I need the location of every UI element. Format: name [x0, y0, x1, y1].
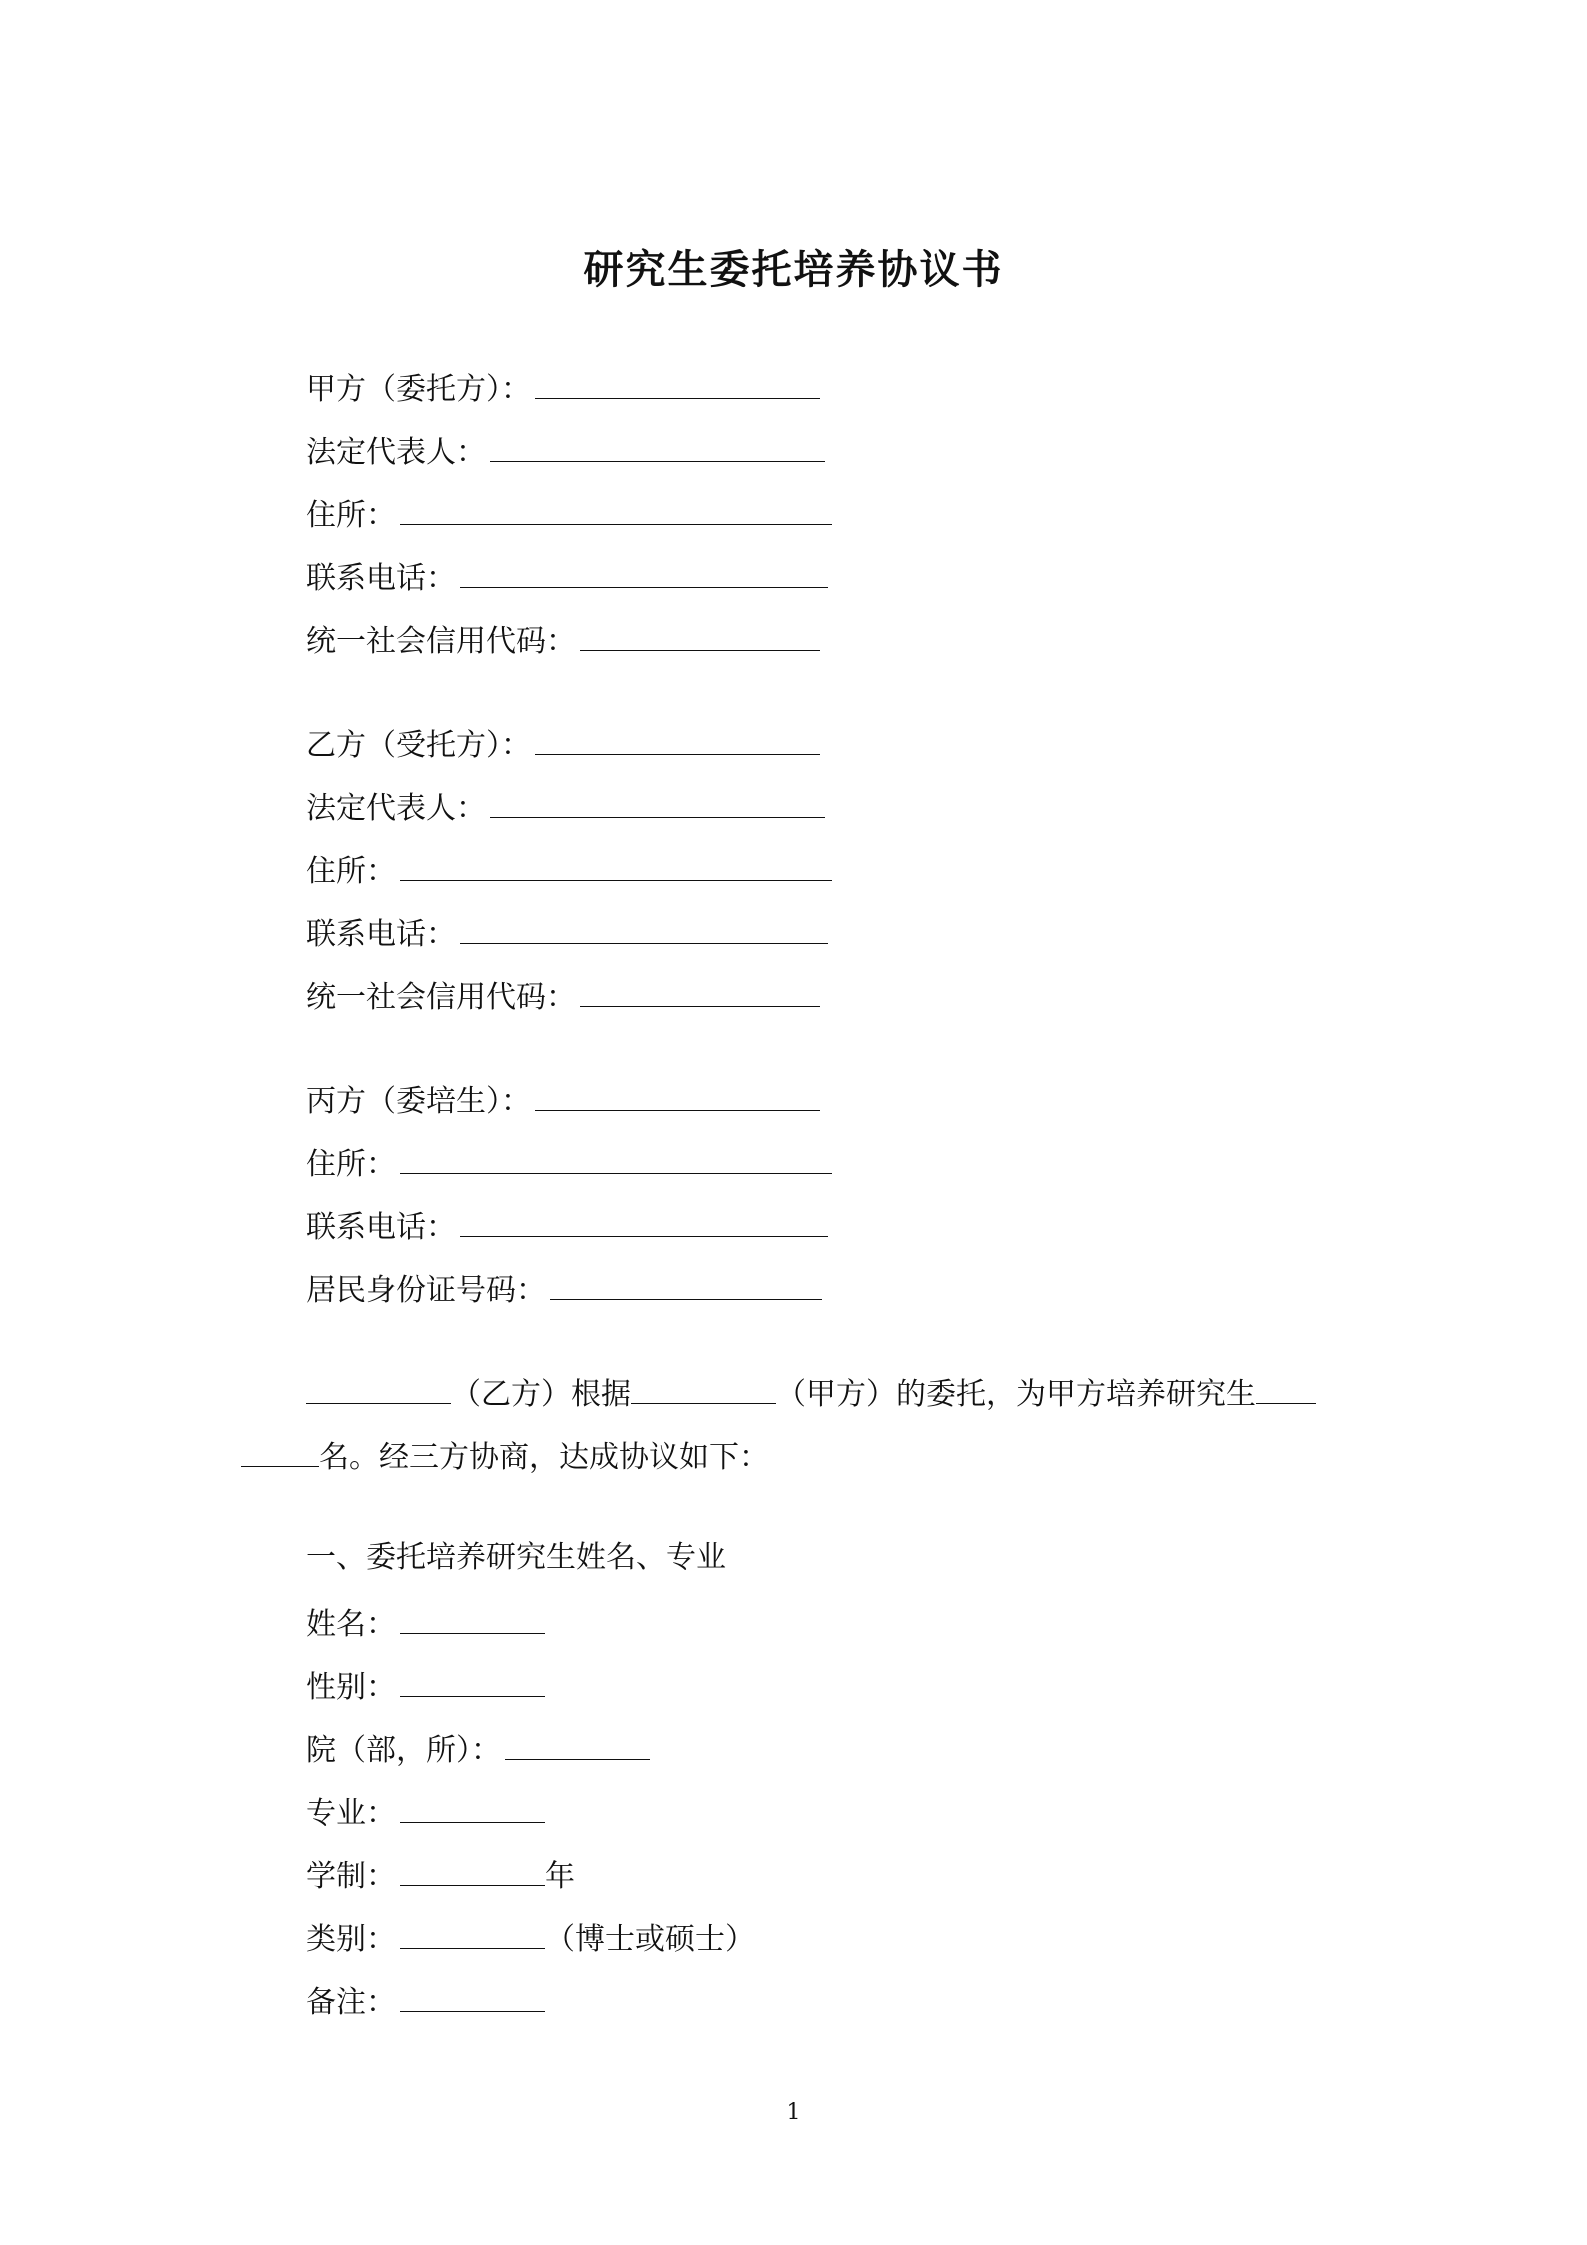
party-b-phone-label: 联系电话：: [306, 917, 456, 952]
party-b-phone-field: [306, 909, 828, 953]
party-c-address-field: [306, 1139, 832, 1183]
party-b-rep-label: 法定代表人：: [306, 791, 486, 826]
student-remark-label: 备注：: [306, 1985, 396, 2020]
section-1-heading-row: [306, 1536, 726, 1580]
party-c-phone-label: 联系电话：: [306, 1210, 456, 1245]
document-title: 研究生委托培养协议书: [583, 246, 1004, 293]
party-a-credit-label: 统一社会信用代码：: [306, 624, 576, 659]
student-name-field: [306, 1599, 545, 1643]
student-remark-blank[interactable]: [400, 1977, 545, 2012]
intro-count-blank-a[interactable]: [1256, 1369, 1316, 1404]
party-c-address-blank[interactable]: [400, 1139, 832, 1174]
student-duration-field: [306, 1851, 575, 1895]
party-a-address-blank[interactable]: [400, 490, 832, 525]
student-category-label: 类别：: [306, 1922, 396, 1957]
party-b-address-label: 住所：: [306, 854, 396, 889]
party-a-rep-label: 法定代表人：: [306, 435, 486, 470]
section-1-heading: 一、委托培养研究生姓名、专业: [306, 1540, 726, 1575]
intro-part2: （甲方）的委托，为甲方培养研究生: [776, 1377, 1256, 1412]
party-a-address-label: 住所：: [306, 498, 396, 533]
student-category-hint: （博士或硕士）: [545, 1922, 755, 1957]
page-number: 1: [786, 2100, 801, 2125]
party-a-phone-field: [306, 553, 828, 597]
intro-party-b-blank[interactable]: [306, 1369, 451, 1404]
party-a-credit-field: [306, 616, 820, 660]
party-c-phone-blank[interactable]: [460, 1202, 828, 1237]
party-c-id-blank[interactable]: [550, 1265, 822, 1300]
party-a-phone-blank[interactable]: [460, 553, 828, 588]
party-b-credit-blank[interactable]: [580, 972, 820, 1007]
party-a-heading: 甲方（委托方）：: [306, 372, 531, 407]
party-c-phone-field: [306, 1202, 828, 1246]
student-duration-unit: 年: [545, 1859, 575, 1894]
intro-party-a-blank[interactable]: [631, 1369, 776, 1404]
intro-count-blank-b[interactable]: [241, 1432, 319, 1467]
party-b-name-blank[interactable]: [535, 720, 820, 755]
party-c-name-blank[interactable]: [535, 1076, 820, 1111]
student-major-blank[interactable]: [400, 1788, 545, 1823]
party-c-heading-field: [306, 1076, 820, 1120]
party-b-credit-label: 统一社会信用代码：: [306, 980, 576, 1015]
student-major-label: 专业：: [306, 1796, 396, 1831]
party-a-rep-blank[interactable]: [490, 427, 825, 462]
student-remark-field: [306, 1977, 545, 2021]
party-a-address-field: [306, 490, 832, 534]
party-b-rep-field: [306, 783, 825, 827]
student-category-blank[interactable]: [400, 1914, 545, 1949]
student-gender-blank[interactable]: [400, 1662, 545, 1697]
party-c-id-field: [306, 1265, 822, 1309]
party-b-phone-blank[interactable]: [460, 909, 828, 944]
party-c-heading: 丙方（委培生）：: [306, 1084, 531, 1119]
student-duration-blank[interactable]: [400, 1851, 545, 1886]
intro-line-2: [241, 1432, 769, 1476]
student-category-field: [306, 1914, 755, 1958]
student-duration-label: 学制：: [306, 1859, 396, 1894]
party-b-heading-field: [306, 720, 820, 764]
student-department-field: [306, 1725, 650, 1769]
intro-part3: 名。经三方协商，达成协议如下：: [319, 1440, 769, 1475]
party-a-phone-label: 联系电话：: [306, 561, 456, 596]
intro-line-1: [306, 1369, 1316, 1413]
party-c-id-label: 居民身份证号码：: [306, 1273, 546, 1308]
party-b-rep-blank[interactable]: [490, 783, 825, 818]
party-a-heading-field: [306, 364, 820, 408]
party-a-rep-field: [306, 427, 825, 471]
party-b-address-field: [306, 846, 832, 890]
party-a-credit-blank[interactable]: [580, 616, 820, 651]
student-gender-label: 性别：: [306, 1670, 396, 1705]
party-b-heading: 乙方（受托方）：: [306, 728, 531, 763]
student-major-field: [306, 1788, 545, 1832]
student-name-label: 姓名：: [306, 1607, 396, 1642]
party-b-credit-field: [306, 972, 820, 1016]
party-a-name-blank[interactable]: [535, 364, 820, 399]
student-gender-field: [306, 1662, 545, 1706]
party-b-address-blank[interactable]: [400, 846, 832, 881]
student-department-label: 院（部，所）：: [306, 1733, 501, 1768]
student-name-blank[interactable]: [400, 1599, 545, 1634]
intro-part1: （乙方）根据: [451, 1377, 631, 1412]
party-c-address-label: 住所：: [306, 1147, 396, 1182]
student-department-blank[interactable]: [505, 1725, 650, 1760]
